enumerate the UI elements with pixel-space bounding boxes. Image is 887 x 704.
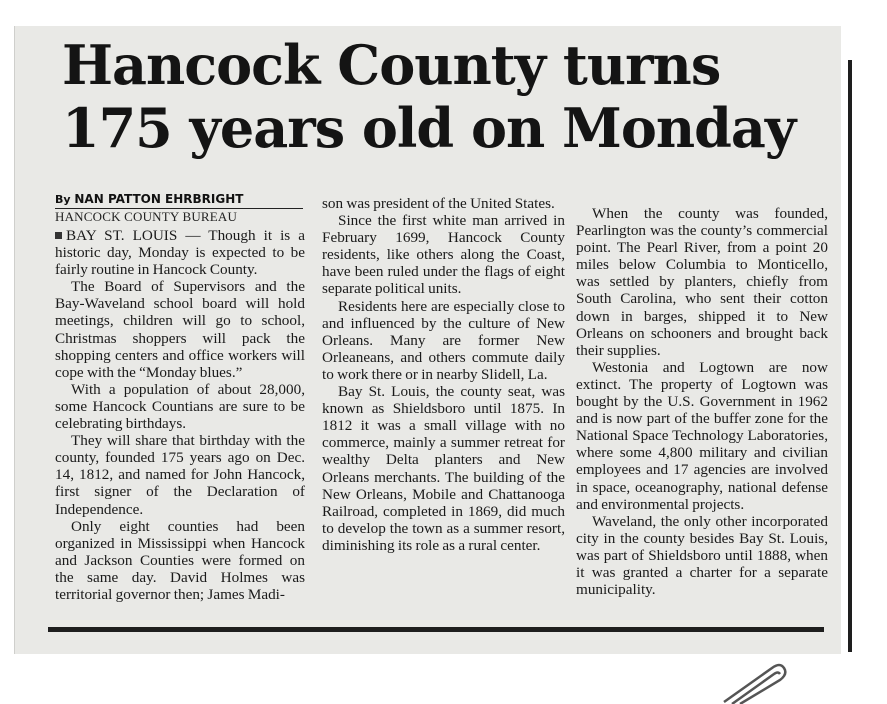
- paperclip-icon: [720, 660, 790, 704]
- byline-name: NAN PATTON EHRBRIGHT: [74, 192, 244, 206]
- paragraph: Residents here are especially close to and influenced by the culture of New Orleans. Many are former New Orleaneans, and others commute daily to work there or in nearby Slidell, La.: [322, 297, 565, 383]
- paragraph: They will share that birthday with the county, founded 175 years ago on Dec. 14, 1812, and named for John Hancock, first signer of the Declaration of Independence.: [55, 432, 305, 518]
- bureau-line: HANCOCK COUNTY BUREAU: [55, 209, 238, 224]
- article-column-1: [55, 192, 305, 603]
- paragraph: Westonia and Logtown are now extinct. The property of Logtown was bought by the U.S. Government in 1962 and is now part of the buffer zone for the National Space Technology Laboratories, where some 4,800 military and civilian employees and 17 agencies are involved in space, oceanography, national defense and environmental projects.: [576, 358, 828, 513]
- byline-prefix: By: [55, 193, 75, 206]
- paragraph: Only eight counties had been organized in Mississippi when Hancock and Jackson Counties were formed on the same day. David Holmes was territorial governor then; James Madi-: [55, 517, 305, 603]
- paragraph: The Board of Supervisors and the Bay-Waveland school board will hold meetings, children will go to school, Christmas shoppers will pack the shopping centers and office workers will cope with the “Monday blues.”: [55, 278, 305, 381]
- headline: [62, 34, 832, 160]
- paragraph: When the county was founded, Pearlington was the county’s commercial point. The Pearl River, from a point 20 miles below Columbia to Monticello, was settled by planters, chiefly from South Carolina, who sent their cotton down in barges, shipped it to New Orleans on schooners and brought back their supplies.: [576, 205, 828, 359]
- paragraph: With a population of about 28,000, some Hancock Countians are sure to be celebrating birthdays.: [55, 380, 305, 433]
- byline: [55, 192, 303, 209]
- headline-line-2: 175 years old on Monday: [62, 96, 796, 160]
- paragraph: [55, 227, 305, 278]
- paragraph-text: BAY ST. LOUIS — Though it is a historic day, Monday is expected to be fairly routine in Hancock County.: [55, 227, 305, 279]
- article-column-2: [322, 195, 565, 554]
- paragraph: Bay St. Louis, the county seat, was known as Shieldsboro until 1875. In 1812 it was a small village with no commerce, mainly a summer retreat for wealthy Delta planters and New Orleans merchants. The building of the New Orleans, Mobile and Chattanooga Railroad, completed in 1869, did much to develop the town as a summer resort, diminishing its role as a rural center.: [322, 383, 565, 554]
- article-column-3: [576, 205, 828, 598]
- bottom-rule: [48, 627, 824, 632]
- headline-line-1: Hancock County turns: [62, 33, 721, 97]
- dateline-bullet-icon: [55, 232, 62, 239]
- paragraph: Since the first white man arrived in February 1699, Hancock County residents, like others along the Coast, have been ruled under the flags of eight separate political units.: [322, 212, 565, 298]
- column-rule-right: [848, 60, 852, 652]
- paragraph: Waveland, the only other incorporated city in the county besides Bay St. Louis, was part of Shieldsboro until 1888, when it was granted a charter for a separate municipality.: [576, 512, 828, 599]
- paragraph: son was president of the United States.: [322, 195, 555, 212]
